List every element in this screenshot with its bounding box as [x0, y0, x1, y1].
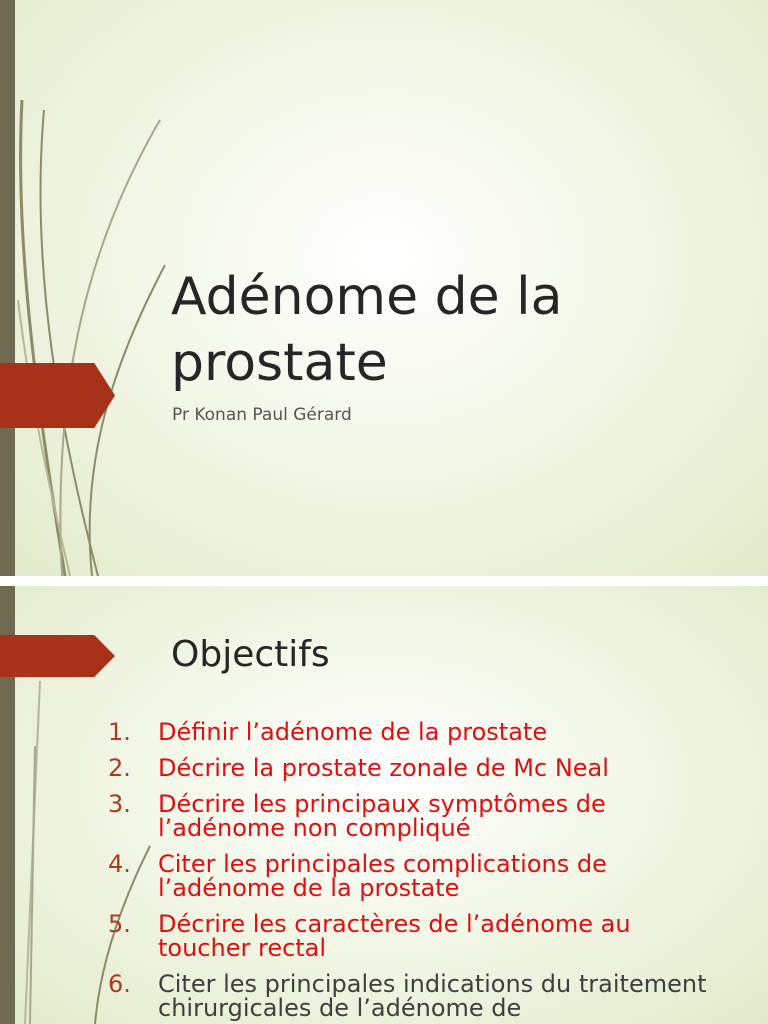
objective-text: Citer les principales complications de l’adénome de la prostate [158, 850, 607, 902]
objectives-heading: Objectifs [171, 634, 330, 675]
slide-subtitle: Pr Konan Paul Gérard [172, 405, 352, 425]
objective-text: Décrire les caractères de l’adénome au toucher rectal [158, 910, 631, 962]
accent-arrow-tag [0, 635, 115, 677]
objective-number: 1. [108, 718, 131, 746]
objective-text: Citer les principales indications du traitement chirurgicales de l’adénome de [158, 970, 707, 1022]
slide-title: Adénome de la prostate [171, 267, 563, 393]
objective-item [104, 852, 724, 900]
objective-number: 4. [108, 850, 131, 878]
objective-item [104, 720, 724, 744]
objective-number: 5. [108, 910, 131, 938]
objective-text: Définir l’adénome de la prostate [158, 718, 548, 746]
objectives-slide [0, 586, 768, 1024]
objective-number: 2. [108, 754, 131, 782]
objectives-list [104, 720, 724, 1024]
objective-text: Décrire les principaux symptômes de l’adénome non compliqué [158, 790, 606, 842]
objective-item [104, 912, 724, 960]
objective-text: Décrire la prostate zonale de Mc Neal [158, 754, 609, 782]
accent-arrow-tag [0, 363, 115, 428]
objective-item [104, 972, 724, 1020]
objective-item [104, 756, 724, 780]
decorative-grass-lines [0, 0, 200, 576]
objective-number: 6. [108, 970, 131, 998]
objective-number: 3. [108, 790, 131, 818]
objective-item [104, 792, 724, 840]
